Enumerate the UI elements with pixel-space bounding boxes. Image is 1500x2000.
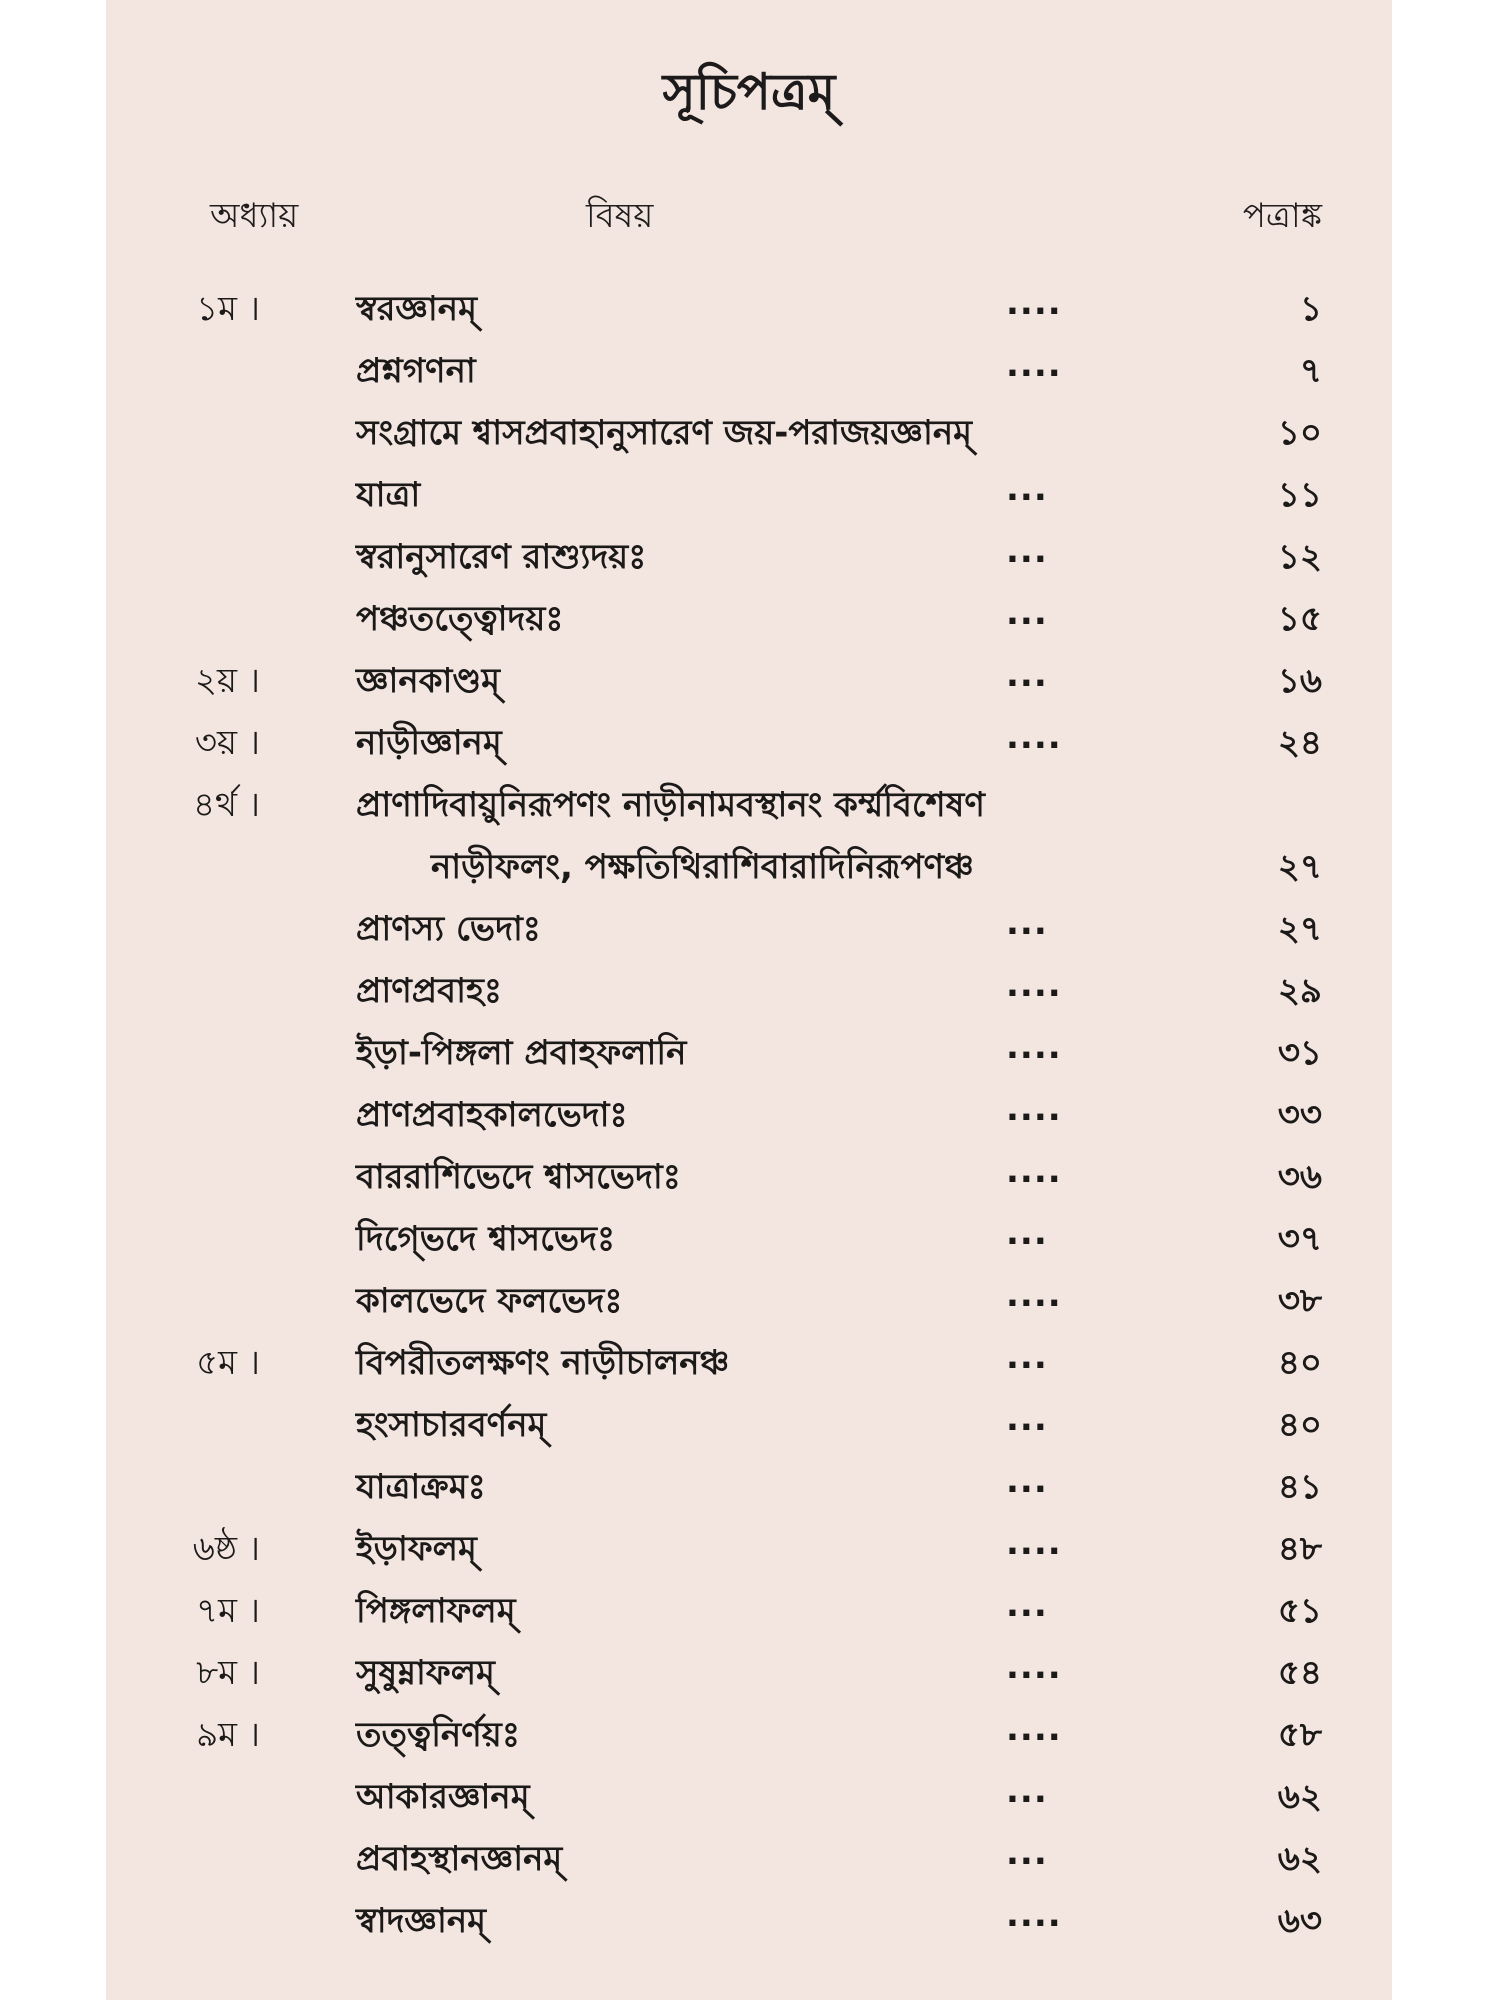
subject-text: স্বরানুসারেণ রাশ্যুদয়ঃ xyxy=(356,537,647,577)
book-page xyxy=(106,0,1392,2000)
subject-text: হংসাচারবর্ণনম্ xyxy=(356,1405,547,1445)
page-number: ৫১ xyxy=(1277,1591,1322,1631)
contents-row xyxy=(106,1019,1392,1081)
leader-dots: ... xyxy=(1006,1585,1048,1625)
subject-text: প্রাণপ্রবাহকালভেদাঃ xyxy=(356,1095,628,1135)
contents-row xyxy=(106,399,1392,461)
leader-dots: ... xyxy=(1006,469,1048,509)
leader-dots: ... xyxy=(1006,531,1048,571)
column-header-page: পত্রাঙ্ক xyxy=(1242,196,1322,236)
leader-dots: ... xyxy=(1006,1461,1048,1501)
contents-row xyxy=(106,1205,1392,1267)
chapter-number: ৯ম । xyxy=(196,1715,260,1755)
contents-row xyxy=(106,1639,1392,1701)
chapter-number: ৮ম । xyxy=(196,1653,260,1693)
page-number: ৫৪ xyxy=(1277,1653,1322,1693)
contents-row xyxy=(106,1887,1392,1949)
contents-row xyxy=(106,1825,1392,1887)
subject-text: সুষুম্নাফলম্ xyxy=(356,1653,495,1693)
subject-text: সংগ্রামে শ্বাসপ্রবাহানুসারেণ জয়-পরাজয়জ্ঞানম্ xyxy=(356,413,973,453)
column-header-subject: বিষয় xyxy=(586,196,654,236)
subject-text: প্রাণস্য ভেদাঃ xyxy=(356,909,541,949)
leader-dots: ... xyxy=(1006,1771,1048,1811)
page-number: ১১ xyxy=(1277,475,1322,515)
page-title: সূচিপত্রম্ xyxy=(662,63,836,121)
subject-text: ইড়াফলম্ xyxy=(356,1529,477,1569)
chapter-number: ৩য় । xyxy=(194,723,260,763)
subject-text: প্রবাহস্থানজ্ঞানম্ xyxy=(356,1839,563,1879)
leader-dots: .... xyxy=(1006,1895,1062,1935)
subject-text: তত্ত্বনির্ণয়ঃ xyxy=(356,1715,520,1755)
page-number: ৬৩ xyxy=(1277,1901,1322,1941)
subject-text: কালভেদে ফলভেদঃ xyxy=(356,1281,623,1321)
subject-text: যাত্রাক্রমঃ xyxy=(356,1467,486,1507)
subject-text: বাররাশিভেদে শ্বাসভেদাঃ xyxy=(356,1157,681,1197)
page-number: ৪৮ xyxy=(1277,1529,1322,1569)
leader-dots: .... xyxy=(1006,1647,1062,1687)
page-number: ৩৭ xyxy=(1277,1219,1322,1259)
contents-row xyxy=(106,1577,1392,1639)
contents-row xyxy=(106,1763,1392,1825)
leader-dots: .... xyxy=(1006,1523,1062,1563)
chapter-number: ৭ম । xyxy=(196,1591,260,1631)
subject-text: প্রাণাদিবায়ুনিরূপণং নাড়ীনামবস্থানং কর্ম্মবিশেষণ xyxy=(356,785,985,825)
page-number: ১ xyxy=(1299,289,1322,329)
contents-row xyxy=(106,1081,1392,1143)
contents-row xyxy=(106,957,1392,1019)
leader-dots: .... xyxy=(1006,1089,1062,1129)
page-number: ৪০ xyxy=(1277,1343,1322,1383)
subject-text: নাড়ীজ্ঞানম্ xyxy=(356,723,502,763)
page-number: ১২ xyxy=(1277,537,1322,577)
contents-row xyxy=(106,337,1392,399)
subject-text: জ্ঞানকাণ্ডম্ xyxy=(356,661,501,701)
contents-row xyxy=(106,461,1392,523)
contents-row xyxy=(106,647,1392,709)
subject-text: স্বাদজ্ঞানম্ xyxy=(356,1901,486,1941)
contents-row xyxy=(106,1143,1392,1205)
contents-row xyxy=(106,1701,1392,1763)
contents-row xyxy=(106,1453,1392,1515)
contents-row xyxy=(106,771,1392,895)
chapter-number: ১ম । xyxy=(196,289,260,329)
page-number: ৩৮ xyxy=(1277,1281,1322,1321)
page-number: ৪১ xyxy=(1277,1467,1322,1507)
contents-row xyxy=(106,523,1392,585)
leader-dots: .... xyxy=(1006,717,1062,757)
leader-dots: .... xyxy=(1006,965,1062,1005)
contents-row xyxy=(106,1267,1392,1329)
page-number: ৬২ xyxy=(1277,1777,1322,1817)
leader-dots: .... xyxy=(1006,283,1062,323)
page-number: ২৪ xyxy=(1277,723,1322,763)
leader-dots: ... xyxy=(1006,1833,1048,1873)
page-number: ১০ xyxy=(1277,413,1322,453)
subject-text-continued: নাড়ীফলং, পক্ষতিথিরাশিবারাদিনিরূপণঞ্চ xyxy=(431,847,974,887)
contents-row xyxy=(106,585,1392,647)
contents-row xyxy=(106,275,1392,337)
page-number: ২৯ xyxy=(1277,971,1322,1011)
leader-dots: .... xyxy=(1006,1709,1062,1749)
leader-dots: .... xyxy=(1006,345,1062,385)
page-number: ৩১ xyxy=(1277,1033,1322,1073)
leader-dots: .... xyxy=(1006,1275,1062,1315)
page-number: ৬২ xyxy=(1277,1839,1322,1879)
contents-row xyxy=(106,1515,1392,1577)
chapter-number: ৬ষ্ঠ । xyxy=(192,1529,260,1569)
page-number: ৫৮ xyxy=(1277,1715,1322,1755)
chapter-number: ৫ম । xyxy=(196,1343,260,1383)
leader-dots: ... xyxy=(1006,593,1048,633)
subject-text: দিগ্ভেদে শ্বাসভেদঃ xyxy=(356,1219,616,1259)
contents-row xyxy=(106,895,1392,957)
leader-dots: ... xyxy=(1006,903,1048,943)
page-number: ১৬ xyxy=(1277,661,1322,701)
subject-text: যাত্রা xyxy=(356,475,421,515)
leader-dots: ... xyxy=(1006,1213,1048,1253)
subject-text: ইড়া-পিঙ্গলা প্রবাহফলানি xyxy=(356,1033,687,1073)
page-number: ২৭ xyxy=(1277,909,1322,949)
contents-row xyxy=(106,709,1392,771)
subject-text: পিঙ্গলাফলম্ xyxy=(356,1591,516,1631)
contents-row xyxy=(106,1391,1392,1453)
contents-list xyxy=(106,275,1392,1949)
chapter-number: ২য় । xyxy=(194,661,260,701)
subject-text: স্বরজ্ঞানম্ xyxy=(356,289,477,329)
leader-dots: .... xyxy=(1006,1151,1062,1191)
page-number: ৭ xyxy=(1299,351,1322,391)
subject-text: পঞ্চতত্ত্বোদয়ঃ xyxy=(356,599,564,639)
page-number: ২৭ xyxy=(1277,847,1322,887)
chapter-number: ৪র্থ । xyxy=(192,785,260,825)
page-number: ১৫ xyxy=(1277,599,1322,639)
contents-row xyxy=(106,1329,1392,1391)
page-number: ৩৩ xyxy=(1277,1095,1322,1135)
leader-dots: .... xyxy=(1006,1027,1062,1067)
leader-dots: ... xyxy=(1006,655,1048,695)
page-number: ৩৬ xyxy=(1277,1157,1322,1197)
subject-text: প্রাণপ্রবাহঃ xyxy=(356,971,502,1011)
leader-dots: ... xyxy=(1006,1399,1048,1439)
subject-text: বিপরীতলক্ষণং নাড়ীচালনঞ্চ xyxy=(356,1343,730,1383)
leader-dots: ... xyxy=(1006,1337,1048,1377)
subject-text: আকারজ্ঞানম্ xyxy=(356,1777,530,1817)
page-number: ৪০ xyxy=(1277,1405,1322,1445)
subject-text: প্রশ্নগণনা xyxy=(356,351,476,391)
column-header-chapter: অধ্যায় xyxy=(210,196,299,236)
